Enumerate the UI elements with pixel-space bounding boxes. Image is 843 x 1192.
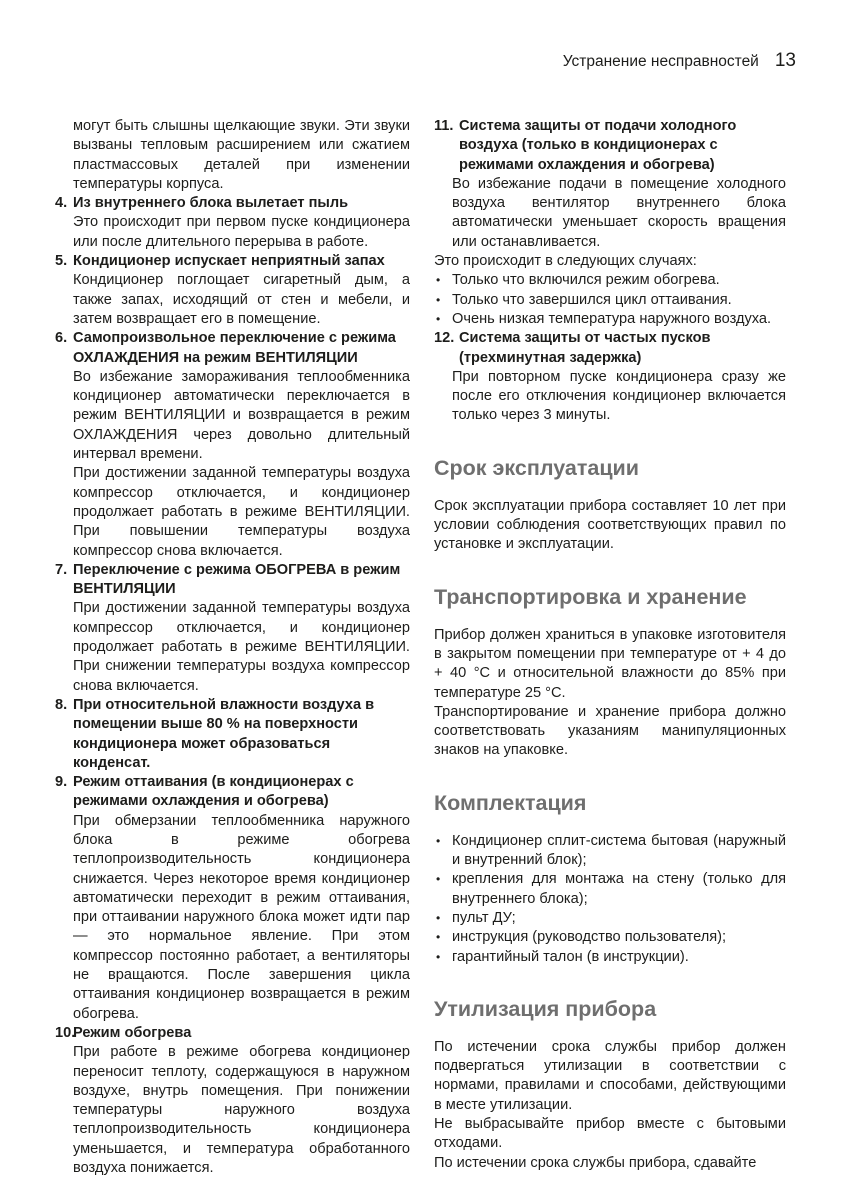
transport-text-1: Прибор должен храниться в упаковке изготовителя в закрытом помещении при температуре от + 4 до + 40 °С и относительной влажности до 85% при температуре 25 °С. — [434, 626, 786, 701]
item-5-heading — [55, 252, 410, 271]
item-6-body-2: При достижении заданной температуры воздуха компрессор отключается, и кондиционер продолжает работать в режиме ВЕНТИЛЯЦИИ. При повышении температуры воздуха компрессор снова включается. — [73, 465, 410, 559]
item-6-body-1: Во избежание замораживания теплообменника кондиционер автоматически переключается в режим ВЕНТИЛЯЦИИ и возвращается в режим ОХЛАЖДЕНИЯ через довольно длительный интервал времени. — [73, 368, 410, 463]
page-header — [563, 50, 796, 72]
item-9-body: При обмерзании теплообменника наружного блока в режиме обогрева теплопроизводительность кондиционера снижается. Через некоторое время кондиционер автоматически переходит в режим оттаивания, при оттаивании наружного блока может идти пар — это нормальное явление. При этом компрессор постоянно работает, а вентиляторы не вращаются. После завершения цикла оттаивания кондиционер возвращается в режим обогрева. — [73, 812, 410, 1022]
item-title: Самопроизвольное переключение с режима ОХЛАЖДЕНИЯ на режим ВЕНТИЛЯЦИИ — [73, 330, 396, 366]
item-10-heading — [55, 1024, 410, 1043]
item-number: 10. — [55, 1024, 76, 1041]
cases-list — [434, 271, 786, 329]
list-item: • крепления для монтажа на стену (только для внутреннего блока); — [434, 870, 786, 909]
item-number: 12. — [434, 330, 455, 347]
item-9-heading — [55, 773, 410, 812]
item-12-body: При повторном пуске кондиционера сразу же после его отключения кондиционер включается только через 3 минуты. — [452, 368, 786, 424]
list-item: • пульт ДУ; — [434, 909, 786, 928]
item-5-body: Кондиционер поглощает сигаретный дым, а также запах, исходящий от стен и мебели, и затем возвращает его в помещение. — [73, 272, 410, 327]
list-item: • гарантийный талон (в инструкции). — [434, 948, 786, 967]
item-8-heading — [55, 696, 410, 773]
item-title: Режим оттаивания (в кондиционерах с режимами охлаждения и обогрева) — [73, 774, 354, 810]
item-7-heading — [55, 561, 410, 600]
transport-text-2: Транспортирование и хранение прибора должно соответствовать указаниям манипуляционных знаков на упаковке. — [434, 703, 786, 759]
left-column — [55, 117, 410, 1178]
item-title: При относительной влажности воздуха в помещении выше 80 % на поверхности кондиционера может образоваться конденсат. — [73, 696, 375, 771]
item-title: Режим обогрева — [73, 1024, 192, 1041]
item-number: 11. — [434, 118, 454, 134]
item-title: Система защиты от частых пусков (трехминутная задержка) — [459, 330, 711, 366]
right-column — [434, 117, 786, 1173]
item-title: Переключение с режима ОБОГРЕВА в режим ВЕНТИЛЯЦИИ — [73, 561, 401, 598]
intro-paragraph: могут быть слышны щелкающие звуки. Эти звуки вызваны тепловым расширением или сжатием пластмассовых деталей при изменении температуры корпуса. — [73, 118, 410, 192]
item-number: 8. — [55, 696, 68, 713]
item-number: 7. — [55, 561, 68, 578]
disposal-text-1: По истечении срока службы прибор должен подвергаться утилизации в соответствии с нормами, правилами и способами, действующими в месте утилизации. — [434, 1038, 786, 1113]
disposal-text-3: По истечении срока службы прибора, сдавайте — [434, 1154, 757, 1171]
item-7-body: При достижении заданной температуры воздуха компрессор отключается, и кондиционер продолжает работать в режиме ВЕНТИЛЯЦИИ. При снижении температуры воздуха компрессор снова включается. — [73, 600, 410, 694]
disposal-heading: Утилизация прибора — [434, 996, 657, 1021]
list-item: • Кондиционер сплит-система бытовая (наружный и внутренний блок); — [434, 832, 786, 871]
kit-list — [434, 832, 786, 967]
item-title: Кондиционер испускает неприятный запах — [73, 253, 385, 270]
list-item: • Только что включился режим обогрева. — [434, 271, 786, 290]
kit-heading: Комплектация — [434, 790, 587, 815]
transport-heading: Транспортировка и хранение — [434, 584, 747, 609]
list-item: • Очень низкая температура наружного воздуха. — [434, 310, 786, 329]
page-number: 13 — [774, 50, 796, 71]
item-title: Система защиты от подачи холодного воздуха (только в кондиционерах с режимами охлаждения и обогрева) — [459, 118, 737, 173]
list-item: • Только что завершился цикл оттаивания. — [434, 291, 786, 310]
service-life-text: Срок эксплуатации прибора составляет 10 лет при условии соблюдения соответствующих правил по установке и эксплуатации. — [434, 497, 786, 553]
service-life-heading: Срок эксплуатации — [434, 455, 639, 480]
item-11-body: Во избежание подачи в помещение холодного воздуха вентилятор внутреннего блока автоматически уменьшает скорость вращения или останавливается. — [452, 175, 786, 250]
item-12-heading — [434, 329, 786, 368]
item-6-heading — [55, 329, 410, 368]
item-number: 9. — [55, 774, 68, 791]
item-title: Из внутреннего блока вылетает пыль — [73, 195, 349, 212]
item-11-heading — [434, 117, 786, 175]
item-4-heading — [55, 194, 410, 213]
item-number: 5. — [55, 253, 68, 270]
disposal-text-2: Не выбрасывайте прибор вместе с бытовыми отходами. — [434, 1115, 786, 1152]
item-number: 4. — [55, 195, 68, 212]
section-title: Устранение несправностей — [562, 53, 759, 70]
list-item: • инструкция (руководство пользователя); — [434, 928, 786, 947]
cases-intro: Это происходит в следующих случаях: — [434, 253, 697, 270]
item-number: 6. — [55, 330, 68, 347]
item-4-body: Это происходит при первом пуске кондиционера или после длительного перерыва в работе. — [73, 214, 410, 250]
item-10-body: При работе в режиме обогрева кондиционер переносит теплоту, содержащуюся в наружном воздухе, внутрь помещения. При понижении температуры наружного воздуха теплопроизводительность кондиционера уменьшается, и температура обработанного воздуха понижается. — [73, 1044, 410, 1177]
